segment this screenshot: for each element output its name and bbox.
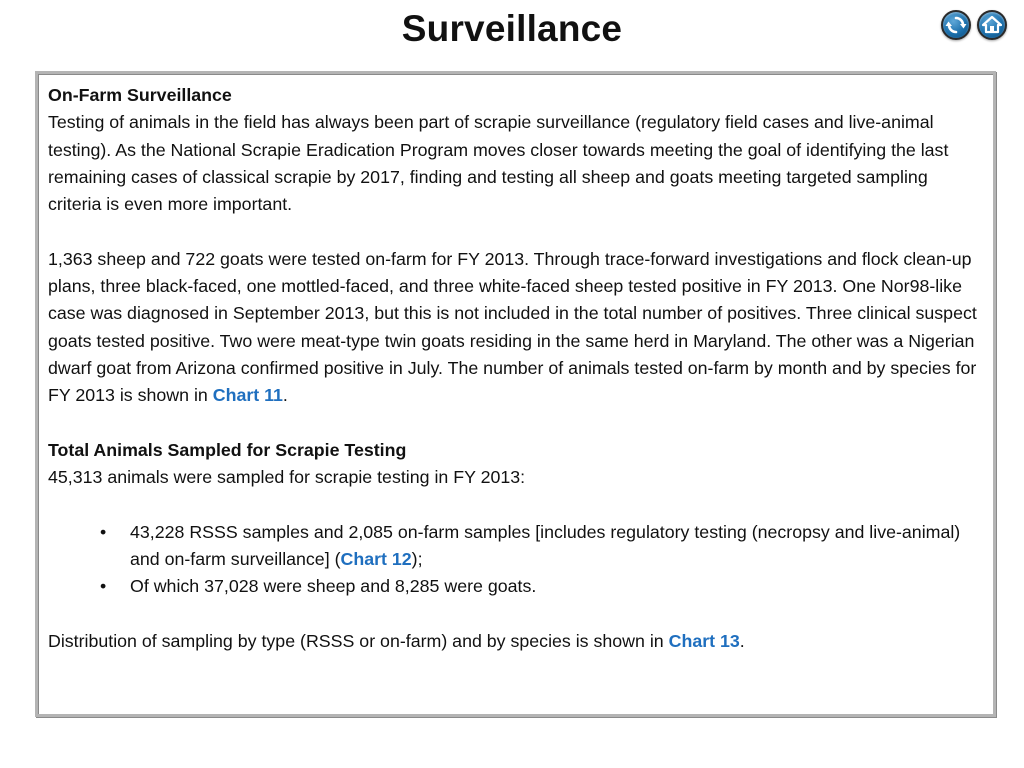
spacer xyxy=(48,601,981,628)
bullet-1-end: ); xyxy=(411,549,423,570)
spacer xyxy=(48,410,981,437)
list-item xyxy=(100,519,981,574)
chart-11-link[interactable]: Chart 11 xyxy=(212,385,283,406)
closing-paragraph xyxy=(48,628,981,655)
chart-12-link[interactable]: Chart 12 xyxy=(340,549,412,570)
refresh-button[interactable] xyxy=(941,10,971,40)
refresh-icon xyxy=(945,14,967,36)
bullet-2-text: Of which 37,028 were sheep and 8,285 were goats. xyxy=(130,576,537,597)
home-icon xyxy=(981,14,1003,36)
chart-13-link[interactable]: Chart 13 xyxy=(668,630,740,651)
section-heading-total-sampled: Total Animals Sampled for Scrapie Testing xyxy=(48,439,407,460)
on-farm-intro-paragraph: Testing of animals in the field has always been part of scrapie surveillance (regulatory field cases and live-animal testing). As the National Scrapie Eradication Program moves closer towards meeting the goal of identifying the last remaining cases of classical scrapie by 2017, finding and testing all sheep and goats meeting targeted sampling criteria is even more important. xyxy=(48,112,949,215)
bullet-1-text: 43,228 RSSS samples and 2,085 on-farm samples [includes regulatory testing (necropsy and live-animal) and on-farm surveillance] ( xyxy=(130,521,961,570)
bullet-icon: • xyxy=(100,576,107,597)
home-button[interactable] xyxy=(977,10,1007,40)
spacer xyxy=(48,218,981,245)
closing-text: Distribution of sampling by type (RSSS or on-farm) and by species is shown in xyxy=(48,630,669,651)
bullet-icon: • xyxy=(100,521,107,542)
closing-end: . xyxy=(739,630,745,651)
list-item xyxy=(100,573,981,600)
total-sampled-intro: 45,313 animals were sampled for scrapie testing in FY 2013: xyxy=(48,467,526,488)
content-panel xyxy=(35,71,996,717)
sampling-bullet-list xyxy=(48,519,981,601)
on-farm-details-end: . xyxy=(282,385,288,406)
page-title: Surveillance xyxy=(401,8,623,49)
on-farm-details-paragraph xyxy=(48,246,981,410)
spacer xyxy=(48,491,981,518)
on-farm-details-text: 1,363 sheep and 722 goats were tested on-farm for FY 2013. Through trace-forward investigations and flock clean-up plans, three black-faced, one mottled-faced, and three white-faced sheep tested positive in FY 2013. One Nor98-like case was diagnosed in September 2013, but this is not included in the total number of positives. Three clinical suspect goats tested positive. Two were meat-type twin goats residing in the same herd in Maryland. The other was a Nigerian dwarf goat from Arizona confirmed positive in July. The number of animals tested on-farm by month and by species for FY 2013 is shown in xyxy=(48,248,977,406)
section-heading-on-farm: On-Farm Surveillance xyxy=(48,85,232,105)
